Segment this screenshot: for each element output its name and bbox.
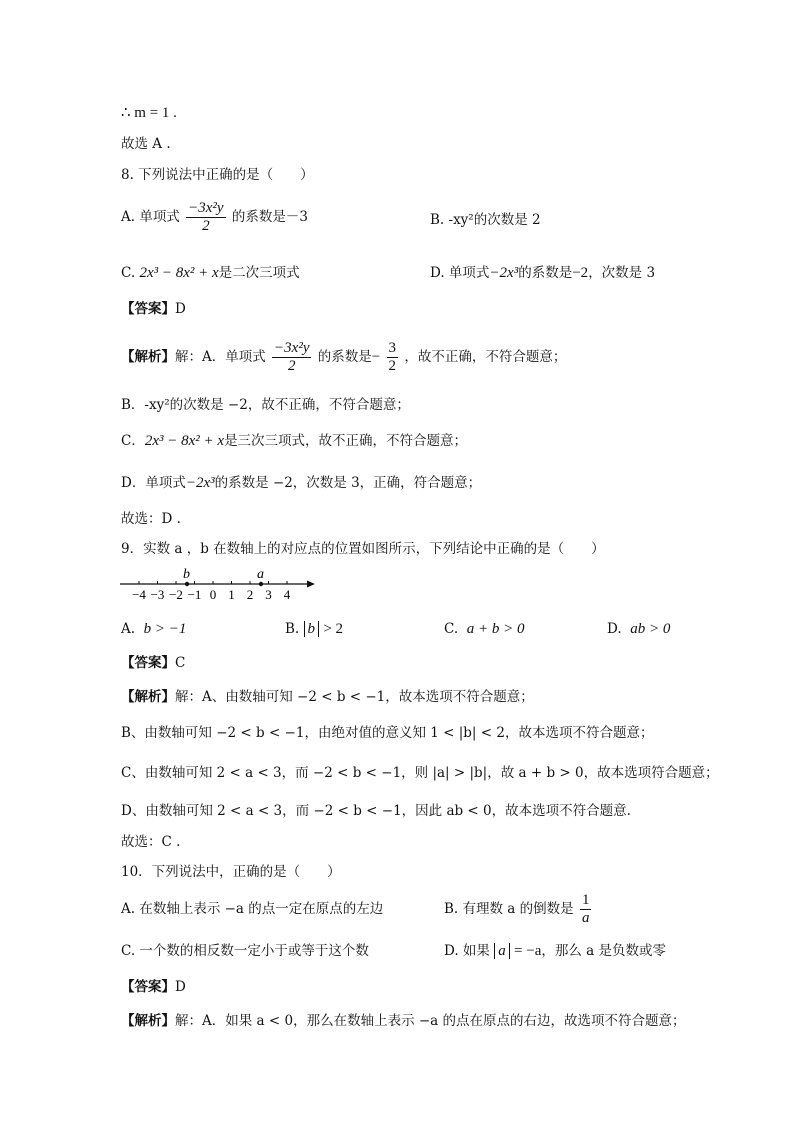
- q10-option-a: A. 在数轴上表示 −a 的点一定在原点的左边: [121, 901, 384, 917]
- q9-analysis-b: B、由数轴可知 −2 < b < −1，由绝对值的意义知 1 < |b| < 2，故本选项不符合题意；: [121, 725, 654, 741]
- point-b-dot: [185, 582, 189, 586]
- q8-option-d: D. 单项式−2x³的系数是−2，次数是 3: [430, 265, 656, 281]
- q8-analysis-c: C．2x³ − 8x² + x是三次三项式，故不正确，不符合题意；: [121, 433, 468, 449]
- q10-analysis-a: 【解析】解：A．如果 a < 0，那么在数轴上表示 −a 的点在原点的右边，故选项不符合题意；: [121, 1013, 686, 1029]
- number-line-label: 0: [209, 587, 217, 602]
- point-b-label: b: [183, 567, 190, 582]
- q8-option-a: A. 单项式 $\frac{\text{−3x²y}}{2}$ 的系数是－3: [121, 200, 308, 234]
- question-8-stem: 8. 下列说法中正确的是（ ）: [121, 167, 314, 183]
- number-line-label: −4: [132, 587, 146, 602]
- q10-option-b: B. 有理数 a 的倒数是 $\frac{1}{a}$: [444, 892, 590, 926]
- q9-answer: 【答案】C: [121, 655, 186, 671]
- q9-option-b: B. b > 2: [285, 621, 344, 637]
- question-9-stem: 9．实数 a ，b 在数轴上的对应点的位置如图所示，下列结论中正确的是（ ）: [121, 541, 605, 557]
- q9-analysis-d: D、由数轴可知 2 < a < 3，而 −2 < b < −1，因此 ab < 0，故本选项不符合题意.: [121, 803, 631, 819]
- q10-option-c: C. 一个数的相反数一定小于或等于这个数: [121, 943, 369, 959]
- number-line: [115, 562, 325, 604]
- q8-analysis-a: 【解析】解：A．单项式 $\frac{\text{−3x²y}}{2}$ 的系数是− $\frac{3}{2}$ ，故不正确，不符合题意；: [121, 340, 567, 374]
- q9-analysis-a: 【解析】解：A、由数轴可知 −2 < b < −1，故本选项不符合题意；: [121, 689, 534, 705]
- q8-selection: 故选：D .: [121, 511, 181, 527]
- q9-option-c: C. a + b > 0: [444, 621, 525, 637]
- number-line-label: 1: [228, 587, 235, 602]
- q10-answer: 【答案】D: [121, 979, 186, 995]
- therefore-line: ∴ m = 1 .: [121, 105, 177, 121]
- q8-analysis-d: D．单项式−2x³的系数是 −2，次数是 3，正确，符合题意；: [121, 475, 482, 491]
- q9-option-d: D. ab > 0: [607, 621, 671, 637]
- q8-analysis-b: B．-xy²的次数是 −2，故不正确，不符合题意；: [121, 397, 410, 413]
- number-line-label: −3: [150, 587, 165, 602]
- q8-option-c: C. 2x³ − 8x² + x是二次三项式: [121, 265, 300, 281]
- number-line-label: 3: [265, 587, 272, 602]
- q9-analysis-c: C、由数轴可知 2 < a < 3，而 −2 < b < −1，则 |a| > |b|，故 a + b > 0，故本选项符合题意；: [121, 765, 719, 781]
- selection-line: 故选 A .: [121, 136, 171, 152]
- q8-answer: 【答案】D: [121, 301, 186, 317]
- q9-selection: 故选：C .: [121, 834, 181, 850]
- q10-option-d: D. 如果 a = −a，那么 a 是负数或零: [444, 943, 666, 959]
- q9-option-a: A. b > −1: [121, 621, 187, 637]
- number-line-label: 2: [246, 587, 254, 602]
- question-10-stem: 10．下列说法中，正确的是（ ）: [121, 864, 341, 880]
- point-a-dot: [259, 582, 263, 586]
- number-line-label: 4: [283, 587, 291, 602]
- number-line-label: −1: [187, 587, 202, 602]
- q8-option-b: B. -xy²的次数是 2: [430, 212, 541, 228]
- point-a-label: a: [257, 567, 264, 582]
- number-line-label: −2: [169, 587, 183, 602]
